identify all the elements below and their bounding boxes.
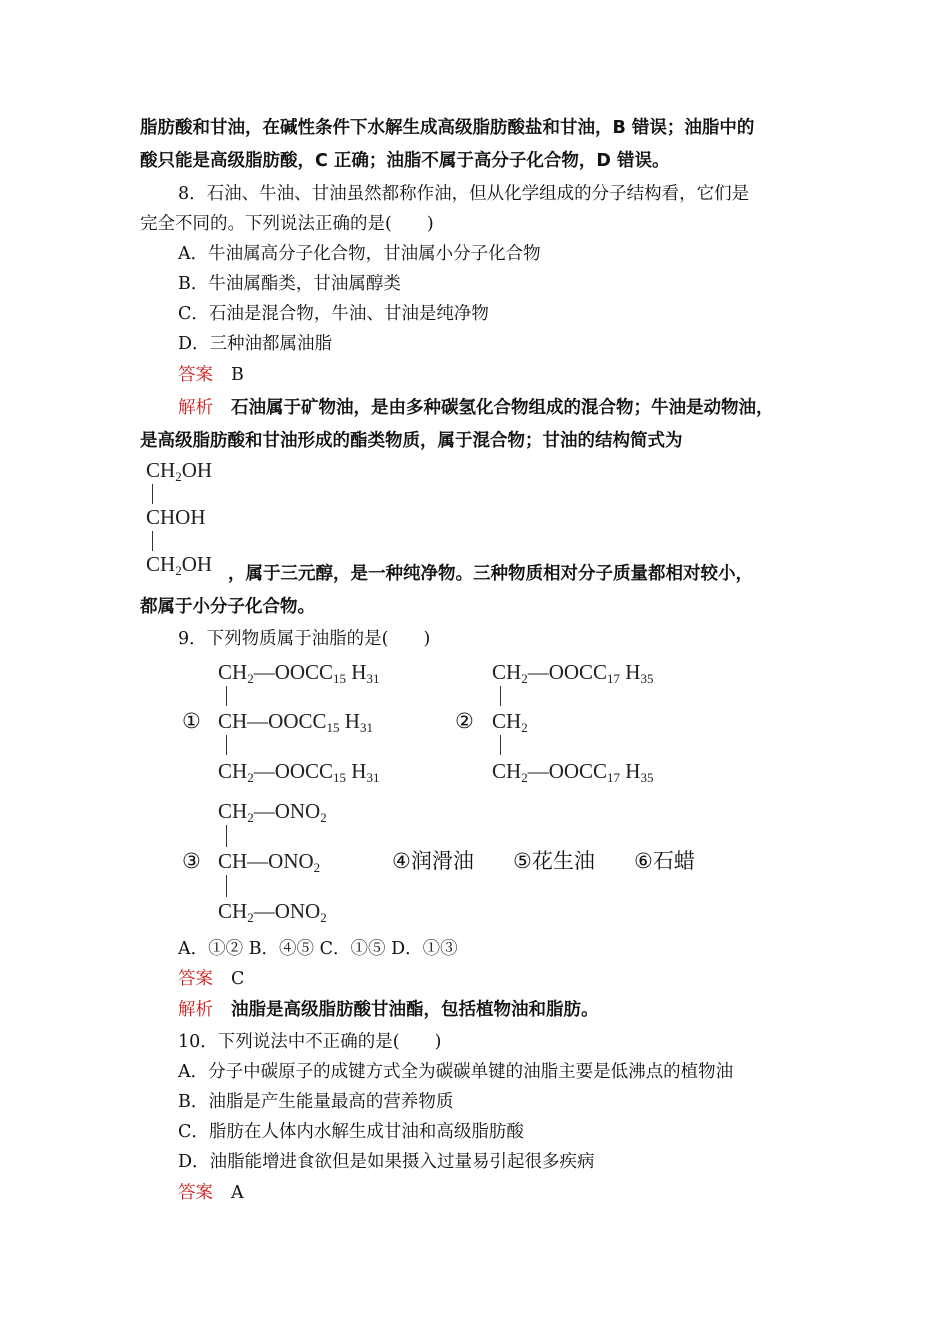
analysis-label: 解析 [178,1000,213,1020]
q8-answer [178,362,858,388]
q8-analysis-2: 是高级脂肪酸和甘油形成的酯类物质，属于混合物；甘油的结构简式为 [140,431,683,451]
q9-options: A．①② B．④⑤ C．①⑤ D．①③ [178,939,458,959]
q8-option-c: C．石油是混合物，牛油、甘油是纯净物 [178,304,489,324]
glycerol-row-3: $CH_2OH$ [146,552,213,578]
q8-stem-2: 完全不同的。下列说法正确的是( ) [140,214,434,234]
mark-1: ① [182,709,201,733]
q8-analysis-4: 都属于小分子化合物。 [140,597,315,617]
answer-label: 答案 [178,365,213,385]
m1-row-bottom: $CH_2—OOCC_{15}$ $H_{31}$ [218,759,380,785]
analysis-label: 解析 [178,398,213,418]
m3-row-mid: $CH—ONO_2$ [218,849,321,875]
m2-row-mid: $CH_2$ [492,709,528,735]
analysis-text: 石油属于矿物油，是由多种碳氢化合物组成的混合物；牛油是动物油， [231,398,774,418]
q10-option-b: B．油脂是产生能量最高的营养物质 [178,1092,454,1112]
m1-row-mid: $CH—OOCC_{15}$ $H_{31}$ [218,709,373,735]
bond-line [500,735,501,755]
q10-answer [178,1180,858,1206]
mark-3: ③ [182,849,201,873]
q8-option-b: B．牛油属酯类，甘油属醇类 [178,274,401,294]
bond-line [152,484,153,504]
intro-line-2: 酸只能是高级脂肪酸，C 正确；油脂不属于高分子化合物，D 错误。 [140,151,670,171]
answer-value: A [231,1183,244,1203]
q10-option-a: A．分子中碳原子的成键方式全为碳碳单键的油脂主要是低沸点的植物油 [178,1062,734,1082]
bond-line [226,875,227,897]
analysis-text: 油脂是高级脂肪酸甘油酯，包括植物油和脂肪。 [231,1000,599,1020]
glycerol-row-2: CHOH [146,505,206,529]
q8-option-a: A．牛油属高分子化合物，甘油属小分子化合物 [178,244,541,264]
bond-line [152,531,153,551]
bond-line [500,686,501,706]
q8-stem-1: 8．石油、牛油、甘油虽然都称作油，但从化学组成的分子结构看，它们是 [178,184,750,204]
q8-analysis-3: ，属于三元醇，是一种纯净物。三种物质相对分子质量都相对较小， [228,564,753,584]
q8-option-d: D．三种油都属油脂 [178,334,333,354]
q10-option-c: C．脂肪在人体内水解生成甘油和高级脂肪酸 [178,1122,524,1142]
answer-label: 答案 [178,969,213,989]
q9-analysis [178,997,858,1023]
glycerol-row-1: $CH_2OH$ [146,458,213,484]
bond-line [226,825,227,847]
q9-answer [178,966,858,992]
m3-row-top: $CH_2—ONO_2$ [218,799,327,825]
bond-line [226,686,227,706]
answer-value: C [231,969,245,989]
q10-stem: 10．下列说法中不正确的是( ) [178,1032,442,1052]
m1-row-top: $CH_2—OOCC_{15}$ $H_{31}$ [218,660,380,686]
m2-row-bottom: $CH_2—OOCC_{17}$ $H_{35}$ [492,759,654,785]
answer-label: 答案 [178,1183,213,1203]
bond-line [226,735,227,755]
m3-row-bottom: $CH_2—ONO_2$ [218,899,327,925]
q10-option-d: D．油脂能增进食欲但是如果摄入过量易引起很多疾病 [178,1152,595,1172]
q9-stem: 9．下列物质属于油脂的是( ) [178,629,431,649]
answer-value: B [231,365,244,385]
substance-4: ④润滑油 [392,849,474,873]
substance-5: ⑤花生油 [513,849,595,873]
substance-6: ⑥石蜡 [634,849,695,873]
m2-row-top: $CH_2—OOCC_{17}$ $H_{35}$ [492,660,654,686]
q8-analysis-1 [178,395,858,421]
mark-2: ② [455,709,474,733]
intro-line-1: 脂肪酸和甘油，在碱性条件下水解生成高级脂肪酸盐和甘油，B 错误；油脂中的 [140,118,755,138]
